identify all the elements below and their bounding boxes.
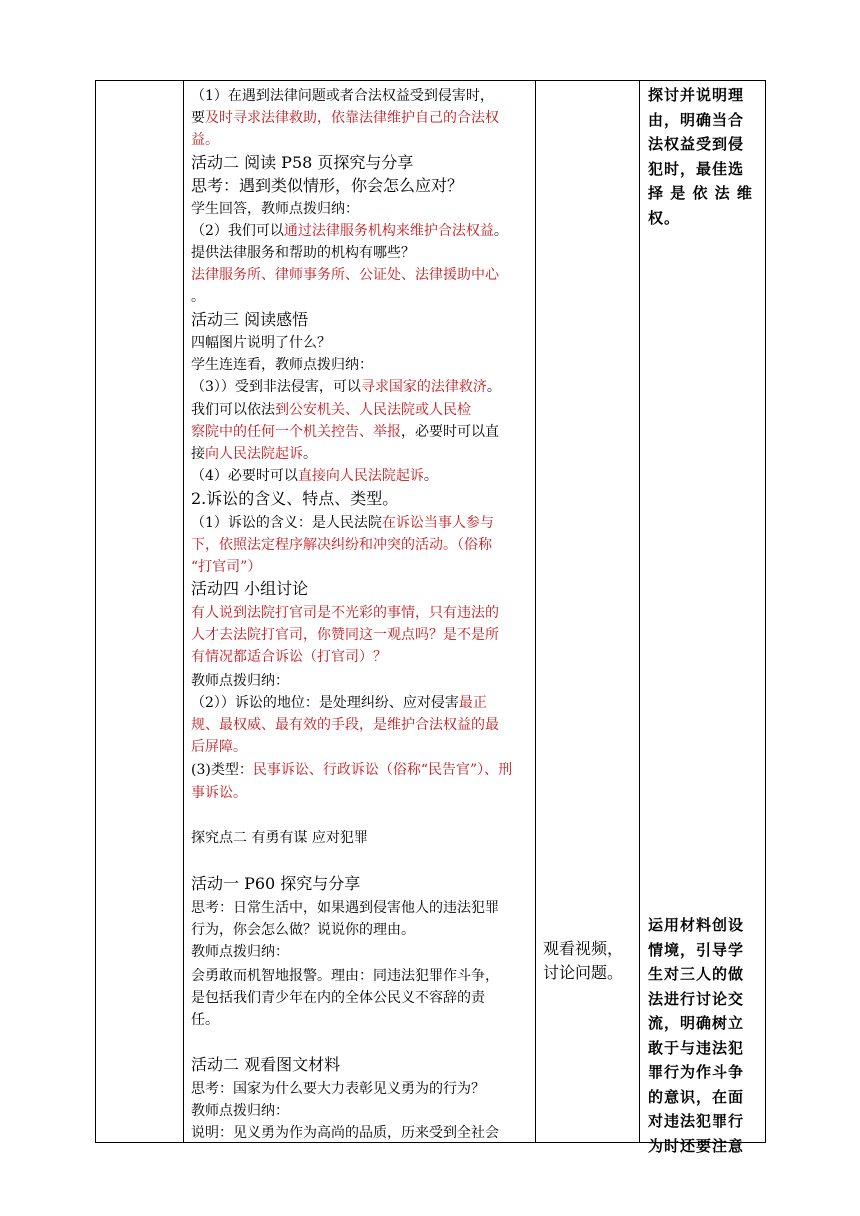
text-line: 后屏障。 (191, 739, 247, 755)
text-line: 教师点拨归纳： (191, 944, 289, 960)
student-activity-line: 讨论问题。 (543, 963, 624, 982)
text-line: 察院中的任何一个机关控告、举报，必要时可以直 (191, 424, 499, 440)
text-line: （1）诉讼的含义：是人民法院在诉讼当事人参与 (191, 515, 494, 531)
design-intent-line: 的意识，在面 (648, 1087, 745, 1106)
text-line: 学生连连看，教师点拨归纳： (191, 357, 373, 373)
design-intent-line: 情境，引导学 (648, 940, 745, 959)
text-line: （2）我们可以通过法律服务机构来维护合法权益。 (191, 223, 508, 239)
design-intent-bottom (648, 913, 760, 1158)
text-line: 提供法律服务和帮助的机构有哪些？ (191, 245, 415, 261)
activity-heading: 活动三 阅读感悟 (191, 310, 309, 329)
student-activity-line: 观看视频， (543, 939, 624, 958)
text-line: 我们可以依法到公安机关、人民法院或人民检 (191, 402, 471, 418)
text-line: 规、最权威、最有效的手段，是维护合法权益的最 (191, 717, 499, 733)
question-line: 思考：遇到类似情形，你会怎么应对？ (191, 176, 464, 195)
text-line: 任。 (191, 1012, 219, 1028)
text-line: 行为，你会怎么做？说说你的理由。 (191, 922, 415, 938)
design-intent-line: 罪行为作斗争 (648, 1063, 745, 1081)
activity-heading: 活动二 观看图文材料 (191, 1055, 341, 1074)
text-line: 思考：国家为什么要大力表彰见义勇为的行为？ (191, 1081, 485, 1097)
design-intent-line: 法进行讨论交 (648, 989, 745, 1008)
design-intent-line: 权。 (648, 208, 681, 227)
text-line: 教师点拨归纳： (191, 1103, 289, 1119)
section-heading: 探究点二 有勇有谋 应对犯罪 (191, 830, 368, 846)
activity-heading: 活动二 阅读 P58 页探究与分享 (191, 153, 414, 172)
text-line: 下，依照法定程序解决纠纷和冲突的活动。（俗称 (191, 537, 492, 553)
design-intent-line: 由，明确当合 (648, 110, 745, 129)
text-line: （4）必要时可以直接向人民法院起诉。 (191, 468, 438, 484)
design-intent-line: 犯时，最佳选 (648, 159, 745, 178)
text-line: 会勇敢而机智地报警。理由：同违法犯罪作斗争， (191, 968, 499, 984)
text-line: 。 (191, 289, 205, 305)
text-line: 是包括我们青少年在内的全体公民义不容辞的责 (191, 990, 485, 1006)
column-divider (639, 81, 640, 1142)
text-line: （2））诉讼的地位：是处理纠纷、应对侵害最正 (191, 695, 487, 711)
text-line: “打官司”） (191, 559, 262, 575)
text-line: （3））受到非法侵害，可以寻求国家的法律救济。 (191, 379, 501, 395)
text-line: 要及时寻求法律救助，依靠法律维护自己的合法权 (191, 110, 499, 126)
section-heading: 2.诉讼的含义、特点、类型。 (191, 489, 399, 508)
text-line: 四幅图片说明了什么？ (191, 335, 331, 351)
design-intent-top (648, 83, 760, 230)
design-intent-line: 生对三人的做 (648, 965, 745, 983)
design-intent-line: 探讨并说明理 (648, 86, 745, 104)
design-intent-line: 敢于与违法犯 (648, 1038, 745, 1057)
text-line: 事诉讼。 (191, 785, 247, 801)
activity-heading: 活动四 小组讨论 (191, 579, 309, 598)
student-activity-cell (543, 937, 637, 985)
activity-heading: 活动一 P60 探究与分享 (191, 874, 361, 893)
design-intent-line: 择 是 依 法 维 (648, 184, 753, 202)
text-line: 教师点拨归纳： (191, 673, 289, 689)
text-line: 说明：见义勇为作为高尚的品质，历来受到全社会 (191, 1125, 499, 1141)
teaching-process-column (183, 81, 529, 1142)
lesson-plan-table (95, 80, 766, 1155)
column-divider (535, 81, 536, 1142)
text-line: 法律服务所、律师事务所、公证处、法律援助中心 (191, 267, 499, 283)
text-line: 益。 (191, 132, 219, 148)
design-intent-line: 运用材料创设 (648, 916, 745, 934)
text-line: 思考：日常生活中，如果遇到侵害他人的违法犯罪 (191, 900, 499, 916)
text-line: 接向人民法院起诉。 (191, 446, 317, 462)
text-line: 有人说到法院打官司是不光彩的事情，只有违法的 (191, 605, 499, 621)
text-line: 学生回答，教师点拨归纳： (191, 201, 359, 217)
design-intent-line: 对违法犯罪行 (648, 1112, 745, 1130)
text-line: 人才去法院打官司，你赞同这一观点吗？是不是所 (191, 627, 499, 643)
text-line: （1）在遇到法律问题或者合法权益受到侵害时， (191, 88, 494, 104)
design-intent-line: 法权益受到侵 (648, 135, 745, 153)
design-intent-line: 为时还要注意 (648, 1136, 745, 1155)
text-line: (3)类型：民事诉讼、行政诉讼（俗称“民告官”）、刑 (191, 762, 513, 778)
text-line: 有情况都适合诉讼（打官司）？ (191, 649, 387, 665)
design-intent-line: 流，明确树立 (648, 1014, 745, 1032)
